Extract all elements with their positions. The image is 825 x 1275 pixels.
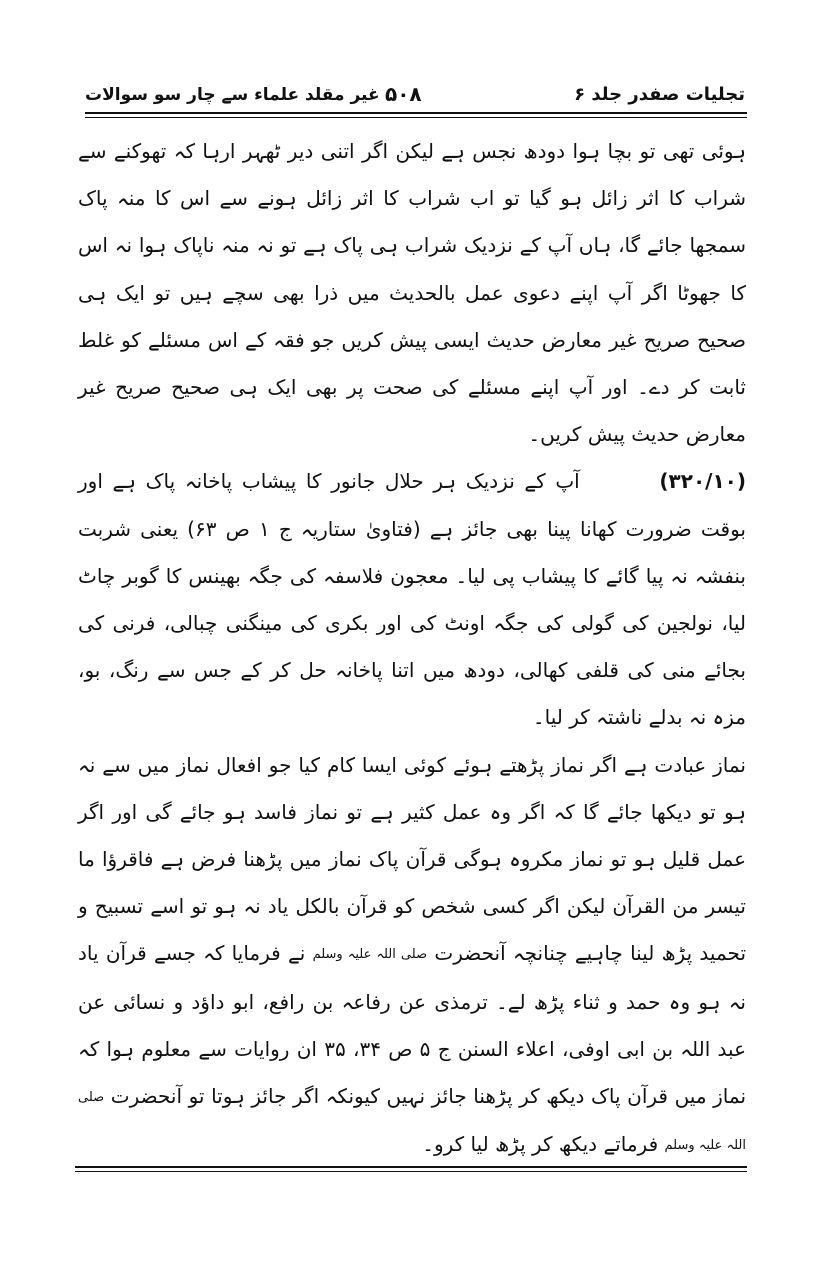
footer-rule [75,1166,747,1168]
footer-rule-thin [75,1171,747,1172]
chapter-title: غیر مقلد علماء سے چار سو سوالات [85,85,380,105]
page-body [78,128,746,1169]
paragraph-3-text-a: نماز عبادت ہے اگر نماز پڑھتے ہوئے کوئی ایسا کام کیا جو افعال نماز میں سے نہ ہو تو دیکھا جائے گا کہ اگر وہ عمل کثیر ہے تو نماز فاسد ہو جائے گی اور اگر عمل قلیل ہو تو نماز مکروہ ہوگی قرآن پاک نماز میں پڑھنا فرض ہے فاقرؤا ما تیسر من القرآن لیکن اگر کسی شخص کو قرآن بالکل یاد نہ ہو تو اسے تسبیح و تحمید پڑھ لینا چاہیے چنانچہ آنحضرت [78,752,747,966]
header-rule [85,112,747,114]
paragraph-2-text: آپ کے نزدیک ہر حلال جانور کا پیشاب پاخانہ پاک ہے اور بوقت ضرورت کھانا پینا بھی جائز ہے (فتاویٰ ستاریہ ج ۱ ص ۶۳) یعنی شربت بنفشہ نہ پیا گائے کا پیشاب پی لیا۔ معجون فلاسفہ کی جگہ بھینس کا گوبر چاٹ لیا، نولجین کی گولی کی جگہ اونٹ کی اور بکری کی مینگنی چبالی، فرنی کی بجائے منی کی قلفی کھالی، دودھ میں اتنا پاخانہ حل کر کے جس سے رنگ، بو، مزہ نہ بدلے ناشتہ کر لیا۔ [78,469,746,730]
page-number: ۵۰۸ [385,82,422,106]
paragraph-3-text-c: فرماتے دیکھ کر پڑھ لیا کرو۔ [422,1132,659,1157]
honorific-glyph: صلی اللہ علیہ وسلم [312,947,428,963]
paragraph-1-text: ہوئی تھی تو بچا ہوا دودھ نجس ہے لیکن اگر اتنی دیر ٹھہر ارہا کہ تھوکنے سے شراب کا اثر زائل ہو گیا تو اب شراب کا اثر زائل ہونے سے اس کا منہ پاک سمجھا جائے گا، ہاں آپ کے نزدیک شراب ہی پاک ہے تو نہ منہ ناپاک ہوا نہ اس کا جھوٹا اگر آپ اپنے دعوی عمل بالحدیث میں ذرا بھی سچے ہیں تو ایک ہی صحیح صریح غیر معارض حدیث ایسی پیش کریں جو فقہ کے اس مسئلے کو غلط ثابت کر دے۔ اور آپ اپنے مسئلے کی صحت پر بھی ایک ہی صحیح صریح غیر معارض حدیث پیش کریں۔ [78,139,746,447]
honorific-glyph-2: صلی اللہ علیہ وسلم [78,1089,746,1153]
paragraph-3 [78,742,746,1170]
question-number: (۳۲۰/۱۰) [659,469,747,494]
header-rule-thin [85,117,747,118]
paragraph-1 [78,128,746,458]
book-title: تجلیات صفدر جلد ۶ [574,84,745,105]
paragraph-3-text-b: نے فرمایا کہ جسے قرآن یاد نہ ہو وہ حمد و ثناء پڑھ لے۔ ترمذی عن رفاعہ بن رافع، ابو داؤد و نسائی عن عبد اللہ بن ابی اوفی، اعلاء السنن ج ۵ ص ۳۴، ۳۵ ان روایات سے معلوم ہوا کہ نماز میں قرآن پاک دیکھ کر پڑھنا جائز نہیں کیونکہ اگر جائز ہوتا تو آنحضرت [78,941,747,1108]
paragraph-2 [78,458,746,741]
